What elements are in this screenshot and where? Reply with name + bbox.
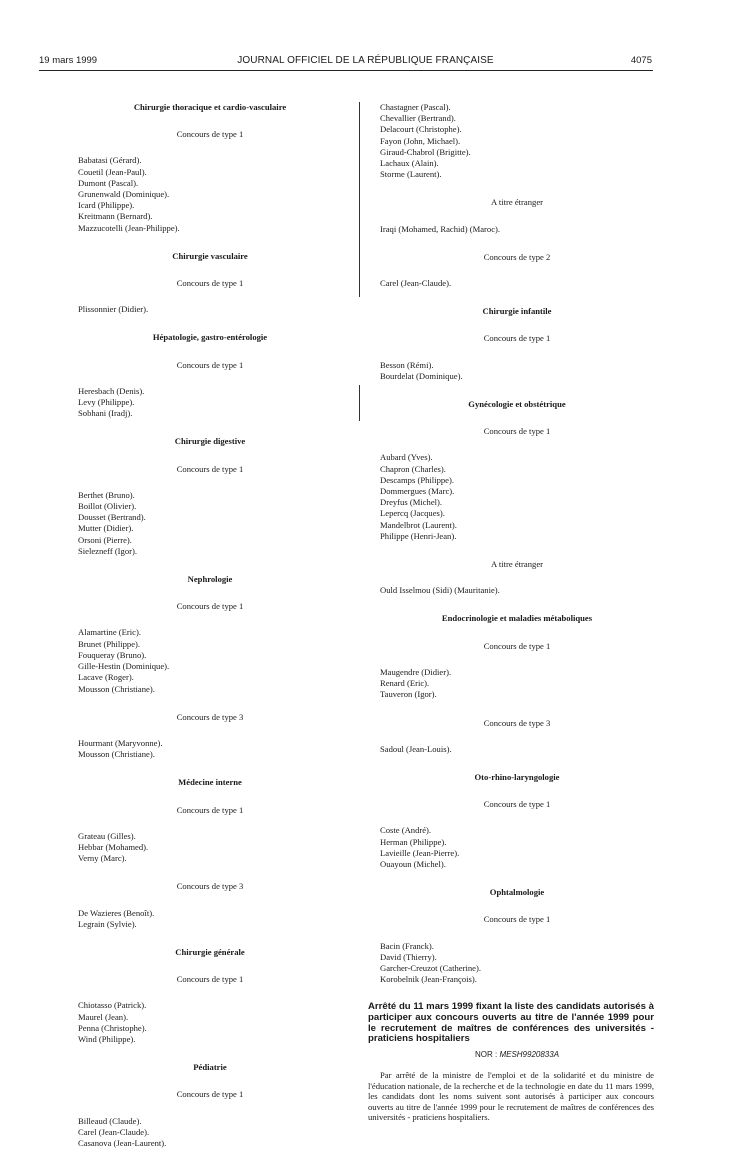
candidate-name: Coste (André). — [380, 825, 432, 836]
specialty-section — [380, 102, 654, 289]
candidate-list — [380, 585, 654, 596]
candidate-name: Giraud-Chabrol (Brigitte). — [380, 146, 471, 157]
nor-code: MESH9920833A — [499, 1049, 560, 1059]
candidate-name: Sielezneff (Igor). — [78, 545, 138, 556]
candidate-name: Besson (Rémi). — [380, 359, 434, 370]
specialty-heading: Gynécologie et obstétrique — [468, 399, 566, 410]
candidate-name: Aubard (Yves). — [380, 452, 433, 463]
candidate-name: Grateau (Gilles). — [78, 830, 136, 841]
candidate-list — [78, 386, 342, 420]
candidate-name: Chevallier (Bertrand). — [380, 113, 456, 124]
specialty-section — [380, 399, 654, 596]
candidate-name: Korobelnik (Jean-François). — [380, 974, 477, 985]
candidate-name: Verny (Marc). — [78, 853, 127, 864]
candidate-name: Plissonnier (Didier). — [78, 304, 149, 315]
concours-type-label: Concours de type 1 — [176, 601, 244, 612]
candidate-list — [78, 304, 342, 315]
candidate-name: Fayon (John, Michael). — [380, 135, 461, 146]
candidate-list — [380, 360, 654, 382]
specialty-heading: Chirurgie générale — [175, 946, 245, 957]
specialty-heading: Hépatologie, gastro-entérologie — [152, 332, 268, 343]
header-rule — [39, 70, 653, 71]
candidate-list — [380, 667, 654, 701]
nor-line — [380, 1049, 654, 1060]
concours-type-label: Concours de type 1 — [176, 278, 244, 289]
specialty-section — [78, 251, 342, 316]
concours-type-label: Concours de type 1 — [483, 426, 551, 437]
candidate-name: Hourmant (Maryvonne). — [78, 737, 163, 748]
candidate-name: Mousson (Christiane). — [78, 683, 155, 694]
candidate-list — [78, 490, 342, 557]
specialty-heading: Ophtalmologie — [489, 887, 545, 898]
candidate-list — [78, 831, 342, 865]
arrete-title: Arrêté du 11 mars 1999 fixant la liste des candidats autorisés à participer aux concours ouverts au titre de l'année 1999 pour le recrutement de maîtres de conférences des universités - praticiens hospitaliers — [368, 1001, 654, 1045]
concours-type-label: Concours de type 1 — [483, 914, 551, 925]
candidate-name: Carel (Jean-Claude). — [380, 278, 452, 289]
candidate-name: Penna (Christophe). — [78, 1022, 147, 1033]
candidate-name: Heresbach (Denis). — [78, 385, 145, 396]
candidate-name: Garcher-Creuzot (Catherine). — [380, 962, 481, 973]
specialty-section — [78, 574, 342, 760]
candidate-name: Carel (Jean-Claude). — [78, 1126, 150, 1137]
candidate-name: Lachaux (Alain). — [380, 158, 439, 169]
candidate-name: Bourdelat (Dominique). — [380, 370, 463, 381]
candidate-name: Dumont (Pascal). — [78, 177, 139, 188]
concours-type-label: Concours de type 1 — [176, 974, 244, 985]
concours-type-label: Concours de type 1 — [483, 640, 551, 651]
specialty-section — [78, 436, 342, 557]
specialty-section — [78, 777, 342, 930]
candidate-name: Iraqi (Mohamed, Rachid) (Maroc). — [380, 223, 501, 234]
right-column-lists — [380, 102, 654, 985]
candidate-name: Dousset (Bertrand). — [78, 512, 146, 523]
candidate-name: Gille-Hestin (Dominique). — [78, 661, 170, 672]
concours-type-label: A titre étranger — [490, 197, 543, 208]
journal-title: JOURNAL OFFICIEL DE LA RÉPUBLIQUE FRANÇAISE — [237, 55, 494, 66]
header-date: 19 mars 1999 — [39, 55, 98, 66]
candidate-list — [380, 278, 654, 289]
candidate-list — [380, 941, 654, 986]
candidate-name: Alamartine (Eric). — [78, 627, 141, 638]
specialty-section — [78, 1062, 342, 1149]
candidate-name: Grunenwald (Dominique). — [78, 189, 170, 200]
candidate-name: Descamps (Philippe). — [380, 474, 454, 485]
page-header — [0, 55, 731, 69]
candidate-name: Boillot (Olivier). — [78, 501, 137, 512]
column-divider — [359, 102, 360, 297]
concours-type-label: Concours de type 1 — [176, 804, 244, 815]
candidate-name: Sadoul (Jean-Louis). — [380, 743, 452, 754]
candidate-name: Tauveron (Igor). — [380, 689, 437, 700]
candidate-name: David (Thierry). — [380, 951, 437, 962]
concours-type-label: Concours de type 2 — [483, 251, 551, 262]
left-column — [78, 102, 342, 1166]
candidate-list — [380, 224, 654, 235]
specialty-section — [380, 306, 654, 382]
candidate-name: Herman (Philippe). — [380, 836, 447, 847]
candidate-list — [380, 452, 654, 542]
candidate-name: Storme (Laurent). — [380, 169, 442, 180]
specialty-heading: Pédiatrie — [193, 1062, 227, 1073]
candidate-name: Levy (Philippe). — [78, 397, 135, 408]
candidate-name: Delacourt (Christophe). — [380, 124, 462, 135]
candidate-list — [78, 738, 342, 760]
candidate-name: Lepercq (Jacques). — [380, 508, 445, 519]
candidate-name: Mousson (Christiane). — [78, 749, 155, 760]
candidate-name: Kreitmann (Bernard). — [78, 211, 153, 222]
candidate-name: Maugendre (Didier). — [380, 666, 452, 677]
concours-type-label: A titre étranger — [490, 559, 543, 570]
concours-type-label: Concours de type 1 — [176, 463, 244, 474]
column-divider-lower — [359, 385, 360, 421]
specialty-heading: Nephrologie — [187, 574, 233, 585]
candidate-list — [78, 627, 342, 694]
candidate-list — [380, 744, 654, 755]
concours-type-label: Concours de type 1 — [483, 799, 551, 810]
arrete-paragraph: Par arrêté de la ministre de l'emploi et de la solidarité et du ministre de l'éducation nationale, de la recherche et de la technologie en date du 11 mars 1999, les candidats dont les noms suivent sont autorisés à participer aux concours ouverts au titre de l'année 1999 pour le recrutement de maîtres de conférences des universités - praticiens hospitaliers. — [368, 1069, 654, 1123]
specialty-section — [78, 102, 342, 234]
candidate-name: Orsoni (Pierre). — [78, 534, 132, 545]
candidate-name: Maurel (Jean). — [78, 1011, 129, 1022]
candidate-name: Philippe (Henri-Jean). — [380, 530, 457, 541]
candidate-name: Berthet (Bruno). — [78, 489, 135, 500]
specialty-section — [380, 887, 654, 985]
specialty-section — [78, 332, 342, 419]
candidate-name: Dommergues (Marc). — [380, 486, 455, 497]
candidate-name: Lavieille (Jean-Pierre). — [380, 847, 460, 858]
concours-type-label: Concours de type 1 — [176, 1089, 244, 1100]
specialty-section — [78, 947, 342, 1045]
concours-type-label: Concours de type 3 — [176, 711, 244, 722]
candidate-name: Fouqueray (Bruno). — [78, 649, 147, 660]
candidate-list — [78, 908, 342, 930]
candidate-name: Couetil (Jean-Paul). — [78, 166, 147, 177]
concours-type-label: Concours de type 1 — [176, 359, 244, 370]
candidate-name: Mazzucotelli (Jean-Philippe). — [78, 222, 180, 233]
candidate-name: Brunet (Philippe). — [78, 638, 141, 649]
specialty-heading: Endocrinologie et maladies métaboliques — [441, 613, 593, 624]
candidate-list — [78, 1116, 342, 1150]
concours-type-label: Concours de type 3 — [176, 881, 244, 892]
concours-type-label: Concours de type 3 — [483, 717, 551, 728]
candidate-list — [380, 102, 654, 180]
candidate-name: Sobhani (Iradj). — [78, 408, 133, 419]
right-column — [368, 102, 654, 1123]
specialty-section — [380, 613, 654, 754]
candidate-name: Lacave (Roger). — [78, 672, 134, 683]
candidate-list — [78, 1000, 342, 1045]
candidate-name: Renard (Eric). — [380, 678, 430, 689]
specialty-section — [380, 772, 654, 870]
candidate-name: Casanova (Jean-Laurent). — [78, 1137, 167, 1148]
specialty-heading: Oto-rhino-laryngologie — [474, 771, 560, 782]
specialty-heading: Chirurgie vasculaire — [172, 250, 248, 261]
candidate-list — [380, 825, 654, 870]
candidate-name: Hebbar (Mohamed). — [78, 841, 149, 852]
candidate-name: Bacin (Franck). — [380, 940, 434, 951]
candidate-name: De Wazieres (Benoît). — [78, 907, 155, 918]
candidate-name: Mandelbrot (Laurent). — [380, 519, 457, 530]
candidate-name: Chiotasso (Patrick). — [78, 1000, 147, 1011]
candidate-name: Babatasi (Gérard). — [78, 155, 142, 166]
candidate-name: Mutter (Didier). — [78, 523, 134, 534]
page-number: 4075 — [630, 55, 652, 66]
specialty-heading: Chirurgie thoracique et cardio-vasculaire — [133, 102, 287, 112]
specialty-heading: Chirurgie digestive — [174, 436, 246, 447]
candidate-name: Legrain (Sylvie). — [78, 918, 137, 929]
candidate-name: Ould Isselmou (Sidi) (Mauritanie). — [380, 585, 500, 596]
candidate-name: Icard (Philippe). — [78, 200, 135, 211]
candidate-name: Dreyfus (Michel). — [380, 497, 443, 508]
candidate-name: Billeaud (Claude). — [78, 1115, 142, 1126]
concours-type-label: Concours de type 1 — [483, 333, 551, 344]
candidate-name: Ouayoun (Michel). — [380, 858, 446, 869]
candidate-list — [78, 155, 342, 233]
specialty-heading: Médecine interne — [178, 777, 242, 788]
candidate-name: Chapron (Charles). — [380, 463, 446, 474]
candidate-name: Wind (Philippe). — [78, 1033, 136, 1044]
nor-label: NOR : — [474, 1049, 498, 1059]
candidate-name: Chastagner (Pascal). — [380, 102, 451, 112]
specialty-heading: Chirurgie infantile — [482, 306, 552, 317]
concours-type-label: Concours de type 1 — [176, 129, 244, 140]
